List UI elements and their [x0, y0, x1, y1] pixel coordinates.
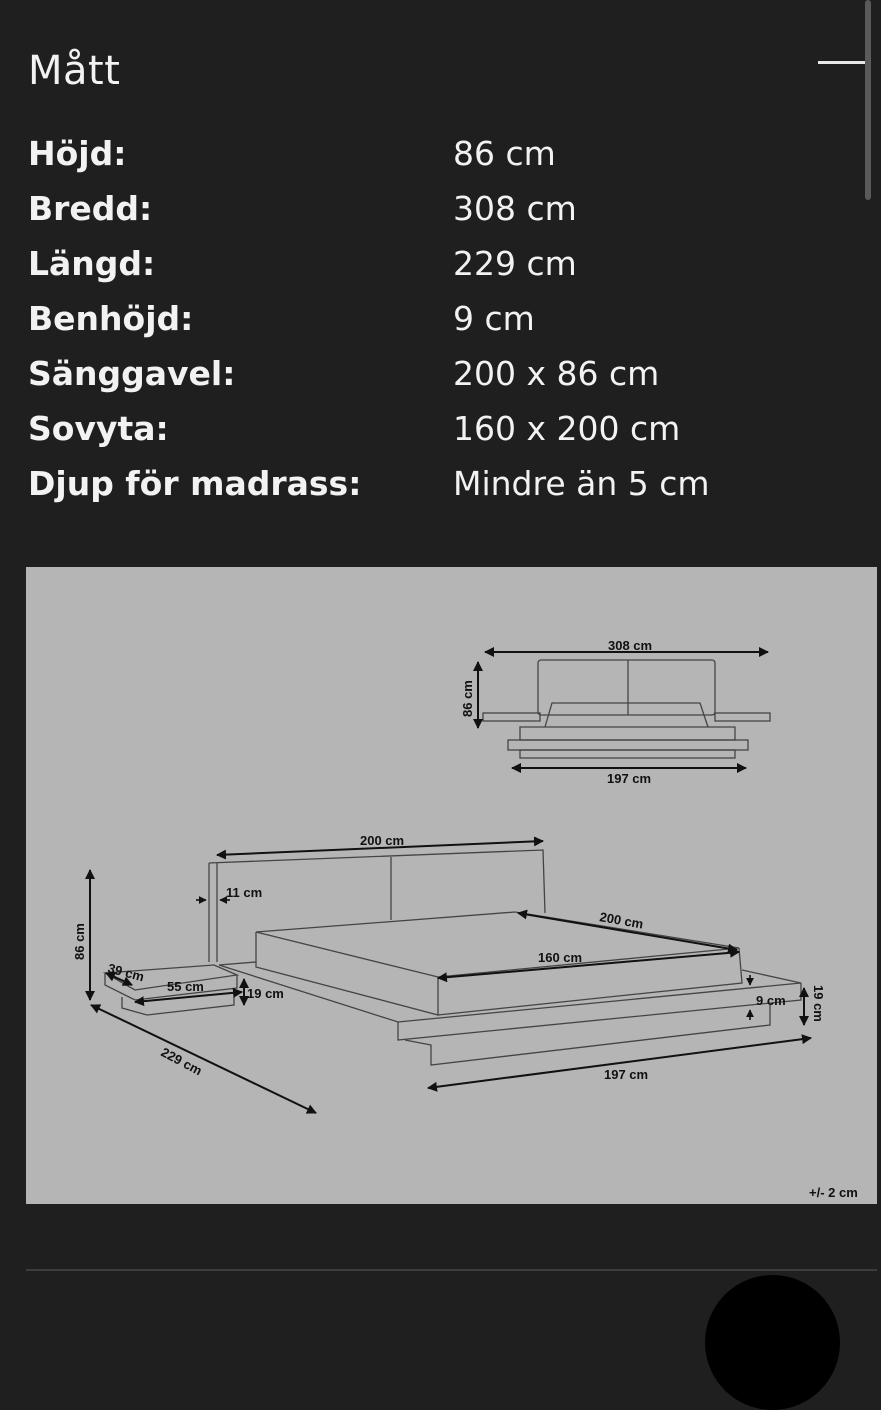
spec-label: Djup för madrass:	[28, 464, 362, 503]
floating-button[interactable]	[705, 1275, 840, 1410]
bed-drawing	[26, 567, 877, 1204]
label-base-width: 197 cm	[604, 1067, 649, 1082]
spec-label: Höjd:	[28, 134, 127, 173]
spec-label: Benhöjd:	[28, 299, 194, 338]
section-title: Mått	[28, 48, 121, 94]
dimension-diagram	[26, 567, 877, 1204]
spec-value: 229 cm	[453, 244, 577, 283]
front-view	[483, 660, 770, 758]
scrollbar[interactable]	[865, 0, 871, 200]
label-headboard-width: 200 cm	[360, 833, 405, 848]
spec-value: 308 cm	[453, 189, 577, 228]
spec-value: 9 cm	[453, 299, 535, 338]
label-height: 86 cm	[72, 923, 87, 960]
label-table-depth: 39 cm	[106, 960, 146, 985]
label-headboard-depth: 11 cm	[226, 885, 263, 900]
label-front-width: 308 cm	[608, 638, 653, 653]
spec-value: 200 x 86 cm	[453, 354, 660, 393]
label-length: 229 cm	[158, 1044, 205, 1079]
spec-value: 160 x 200 cm	[453, 409, 681, 448]
label-leg-height: 9 cm	[756, 993, 786, 1008]
label-table-height: 19 cm	[247, 986, 284, 1001]
label-mattress-width: 160 cm	[538, 950, 583, 965]
spec-label: Sänggavel:	[28, 354, 236, 393]
label-mattress-length: 200 cm	[598, 909, 645, 932]
label-table-width: 55 cm	[167, 979, 204, 994]
spec-value: Mindre än 5 cm	[453, 464, 710, 503]
iso-view	[105, 850, 801, 1065]
label-base-height: 19 cm	[811, 985, 826, 1022]
collapse-minus-icon[interactable]	[818, 61, 865, 64]
label-tolerance: +/- 2 cm	[809, 1185, 858, 1200]
label-front-base: 197 cm	[607, 771, 652, 786]
spec-label: Bredd:	[28, 189, 153, 228]
divider	[26, 1269, 877, 1271]
dimension-arrows	[90, 652, 811, 1113]
label-front-height: 86 cm	[460, 680, 475, 717]
spec-value: 86 cm	[453, 134, 556, 173]
spec-label: Längd:	[28, 244, 156, 283]
spec-label: Sovyta:	[28, 409, 169, 448]
